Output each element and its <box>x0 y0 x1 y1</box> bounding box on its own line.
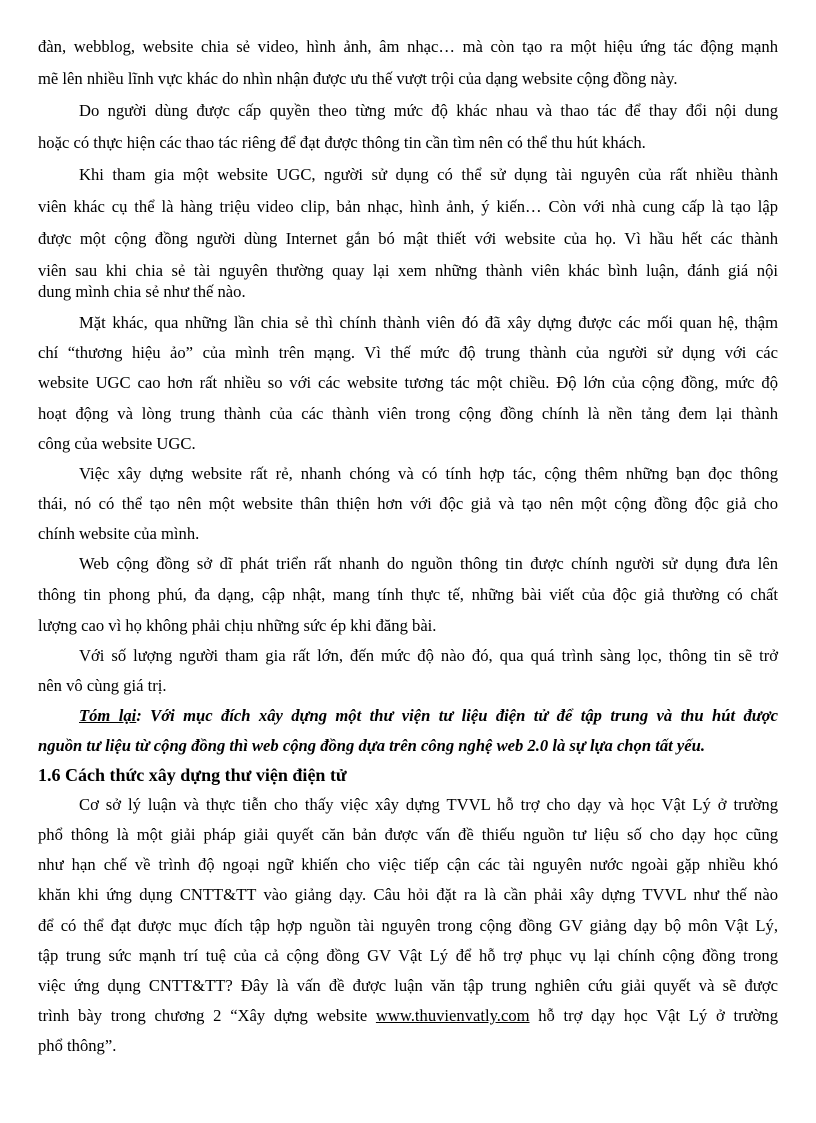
summary-line: nguồn tư liệu từ cộng đồng thì web cộng đồng dựa trên công nghệ web 2.0 là sự lựa chọn tất yếu. <box>38 736 705 755</box>
website-link[interactable]: www.thuvienvatly.com <box>375 1006 530 1025</box>
summary-line <box>79 706 778 726</box>
text-line: phổ thông là một giải pháp giải quyết căn bản được vấn đề thiếu nguồn tư liệu số cho dạy học cũng <box>38 825 778 844</box>
text-line: dung mình chia sẻ như thế nào. <box>38 282 246 301</box>
text-segment: trình bày trong chương 2 “Xây dựng website <box>38 1006 376 1025</box>
text-line: chính website của mình. <box>38 524 200 543</box>
text-line: chí “thương hiệu ảo” của mình trên mạng. Vì thế mức độ trung thành của người sử dụng với các <box>38 343 778 362</box>
text-line: Cơ sở lý luận và thực tiễn cho thấy việc xây dựng TVVL hỗ trợ cho dạy và học Vật Lý ở trường <box>79 795 778 814</box>
text-line: việc ứng dụng CNTT&TT? Đây là vấn đề được luận văn tập trung nghiên cứu giải quyết và sẽ được <box>38 976 778 995</box>
text-line: website UGC cao hơn rất nhiều so với các website tương tác một chiều. Độ lớn của cộng đồng, mức độ <box>38 373 778 392</box>
text-line: phổ thông”. <box>38 1036 117 1055</box>
text-line: như hạn chế về trình độ ngoại ngữ khiến cho việc tiếp cận các tài nguyên nước ngoài gặp nhiều khó <box>38 855 778 874</box>
text-line: thông tin phong phú, đa dạng, cập nhật, mang tính thực tế, những bài viết của độc giả thường có chất <box>38 585 778 604</box>
summary-text: : Với mục đích xây dựng một thư viện tư liệu điện tử để tập trung và thu hút được <box>136 706 778 725</box>
text-line: hoạt động và lòng trung thành của các thành viên trong cộng đồng chính là nền tảng đem lại thành <box>38 404 778 423</box>
text-line: tập trung sức mạnh trí tuệ của cả cộng đồng GV Vật Lý để hỗ trợ phục vụ lại chính cộng đồng trong <box>38 946 778 965</box>
text-line: lượng cao vì họ không phải chịu những sức ép khi đăng bài. <box>38 616 437 635</box>
text-line: viên khác cụ thể là hàng triệu video clip, bản nhạc, hình ảnh, ý kiến… Còn với nhà cung cấp là tạo lập <box>38 197 778 216</box>
text-segment: hỗ trợ dạy học Vật Lý ở trường <box>529 1006 778 1025</box>
text-line: nên vô cùng giá trị. <box>38 676 167 695</box>
text-line: Web cộng đồng sở dĩ phát triển rất nhanh do nguồn thông tin được chính người sử dụng đưa lên <box>79 554 778 573</box>
text-line: khăn khi ứng dụng CNTT&TT vào giảng dạy. Câu hỏi đặt ra là cần phải xây dựng TVVL như thế nào <box>38 885 778 904</box>
text-line: Khi tham gia một website UGC, người sử dụng có thể sử dụng tài nguyên của rất nhiều thành <box>79 165 778 184</box>
text-line: công của website UGC. <box>38 434 196 453</box>
text-line: viên sau khi chia sẻ tài nguyên thường quay lại xem những thành viên khác bình luận, đánh giá nội <box>38 261 778 280</box>
text-line: được một cộng đồng người dùng Internet gắn bó mật thiết với website của họ. Vì hầu hết các thành <box>38 229 778 248</box>
section-heading: 1.6 Cách thức xây dựng thư viện điện tử <box>38 765 347 785</box>
summary-label: Tóm lại <box>79 706 137 725</box>
text-line: Do người dùng được cấp quyền theo từng mức độ khác nhau và thao tác để thay đổi nội dung <box>79 101 778 120</box>
text-line: mẽ lên nhiều lĩnh vực khác do nhìn nhận được ưu thế vượt trội của dạng website cộng đồng này. <box>38 69 678 88</box>
text-line: để có thể đạt được mục đích tập hợp nguồn tài nguyên trong cộng đồng GV giảng dạy bộ môn Vật Lý, <box>38 916 778 935</box>
text-line: Mặt khác, qua những lần chia sẻ thì chính thành viên đó đã xây dựng được các mối quan hệ, thậm <box>79 313 778 332</box>
text-line: hoặc có thực hiện các thao tác riêng để đạt được thông tin cần tìm nên có thể thu hút khách. <box>38 133 646 152</box>
text-line: Việc xây dựng website rất rẻ, nhanh chóng và có tính hợp tác, cộng thêm những bạn đọc thông <box>79 464 778 483</box>
text-line: Với số lượng người tham gia rất lớn, đến mức độ nào đó, qua quá trình sàng lọc, thông tin sẽ trở <box>79 646 778 665</box>
text-line <box>38 1006 778 1026</box>
text-line: thái, nó có thể tạo nên một website thân thiện hơn với độc giả và tạo nên một cộng đồng độc giả cho <box>38 494 778 513</box>
text-line: đàn, webblog, website chia sẻ video, hình ảnh, âm nhạc… mà còn tạo ra một hiệu ứng tác động mạnh <box>38 37 778 56</box>
